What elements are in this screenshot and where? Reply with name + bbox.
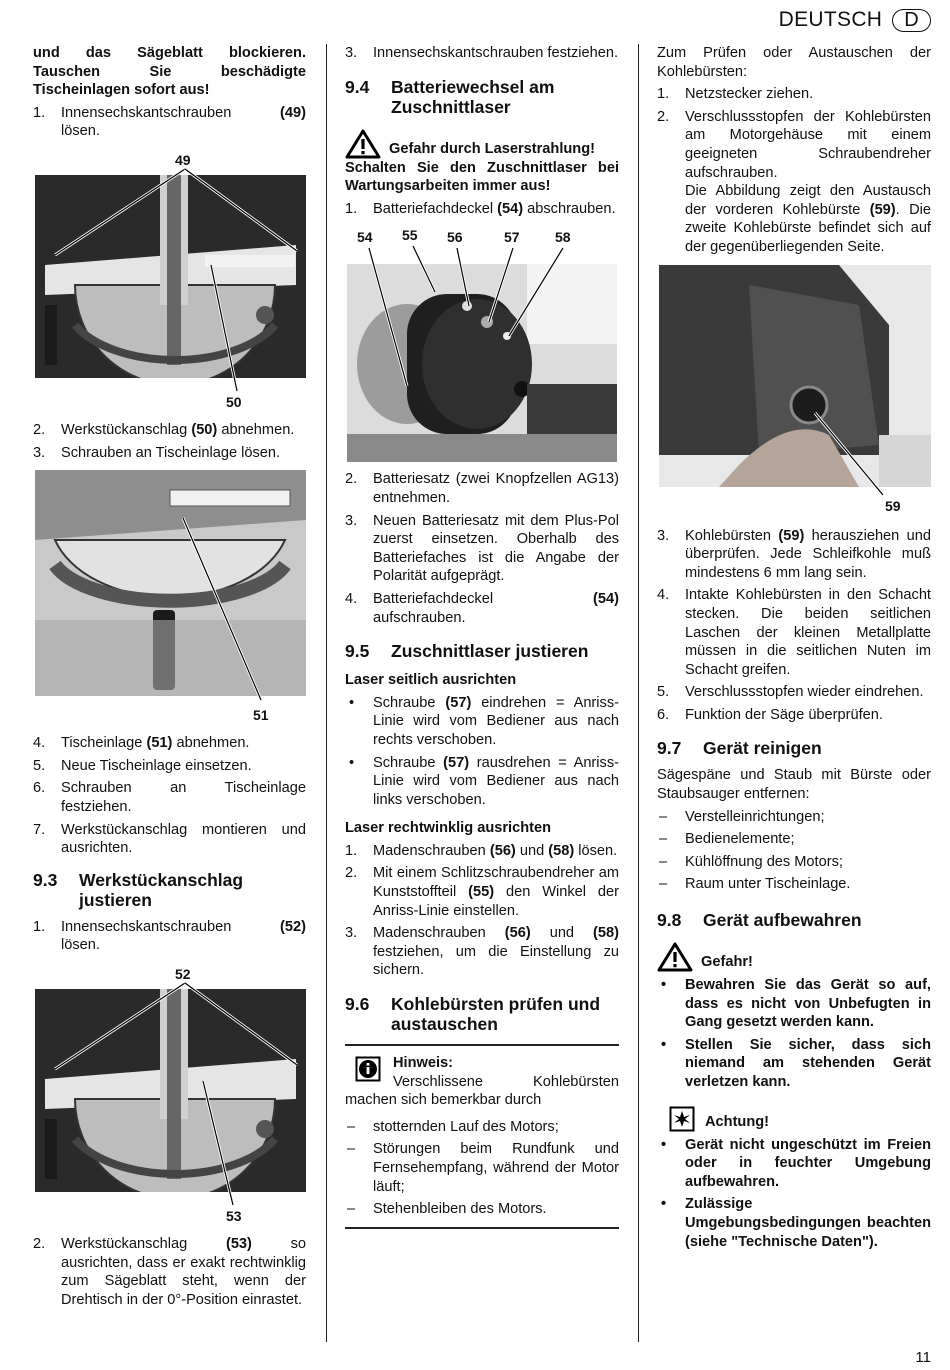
section-heading: 9.7 Gerät reinigen bbox=[657, 738, 822, 759]
list-item: 2. Batteriesatz (zwei Knopfzellen AG13) entnehmen. bbox=[345, 471, 619, 506]
figure-fence-screws bbox=[33, 961, 306, 1229]
section-heading: 9.6 Kohlebürsten prüfen und austauschen bbox=[345, 994, 601, 1035]
list-item: • Schraube (57) eindrehen = Anriss-Linie wird vom Bediener aus nach rechts verschoben. bbox=[349, 694, 619, 748]
list-item: • Zulässige Umgebungsbedingungen beachten (siehe "Technische Daten"). bbox=[661, 1196, 931, 1250]
callout-label: 58 bbox=[555, 229, 571, 246]
list-item: 1. Netzstecker ziehen. bbox=[657, 86, 814, 103]
column-1 bbox=[33, 44, 306, 1313]
intro-warning: und das Sägeblatt blockieren. Tauschen Sie beschädigte Tischeinlagen sofort aus! bbox=[33, 45, 306, 99]
callout-label: 55 bbox=[402, 227, 418, 244]
callout-label: 57 bbox=[504, 229, 520, 246]
list-item: 3. Kohlebürsten (59) herausziehen und überprüfen. Jede Schleifkohle muß mindestens 6 mm lang sein. bbox=[657, 527, 931, 581]
language-badge: D bbox=[892, 9, 931, 32]
list-item: 6. Schrauben an Tischeinlage festziehen. bbox=[33, 780, 306, 815]
list-item: 5. Neue Tischeinlage einsetzen. bbox=[33, 757, 252, 774]
callout-label: 49 bbox=[175, 151, 191, 168]
list-item: 1. Batteriefachdeckel (54) abschrauben. bbox=[345, 200, 616, 217]
list-item: 2. Mit einem Schlitzschraubendreher am Kunststoffteil (55) den Winkel der Anriss-Linie einstellen. bbox=[345, 865, 619, 919]
list-item: 1. Innensechskantschrauben (49) lösen. bbox=[33, 104, 306, 140]
figure-table-insert bbox=[33, 470, 306, 728]
callout-label: 54 bbox=[357, 229, 373, 246]
list-item: 4. Intakte Kohlebürsten in den Schacht stecken. Die beiden seitlichen Laschen der kleinen Metallplatte müssen in die seitlichen Nuten im Schacht greifen. bbox=[657, 587, 931, 678]
callout-label: 51 bbox=[253, 707, 269, 724]
list-item: 3. Schrauben an Tischeinlage lösen. bbox=[33, 444, 281, 461]
list-item: – Störungen beim Rundfunk und Fernsehempfang, während der Motor läuft; bbox=[347, 1141, 619, 1195]
figure-laser-battery bbox=[345, 226, 619, 464]
list-item: • Schraube (57) rausdrehen = Anriss-Linie wird vom Bediener aus nach links verschoben. bbox=[349, 754, 619, 808]
attention-icon bbox=[669, 1106, 695, 1132]
section-heading: 9.5 Zuschnittlaser justieren bbox=[345, 641, 589, 662]
callout-label: 59 bbox=[885, 497, 901, 514]
section-heading: 9.4 Batteriewechsel am Zuschnittlaser bbox=[345, 76, 555, 117]
subheading: Laser rechtwinklig ausrichten bbox=[345, 820, 552, 837]
subheading: Laser seitlich ausrichten bbox=[345, 672, 517, 689]
list-item: – Kühlöffnung des Motors; bbox=[659, 853, 843, 870]
danger-notice: Gefahr! bbox=[657, 942, 931, 972]
list-item: 3. Neuen Batteriesatz mit dem Plus-Pol zuerst einsetzen. Oberhalb des Batteriefaches ist die Angabe der Polarität aufgeprägt. bbox=[345, 512, 619, 585]
callout-label: 52 bbox=[175, 965, 191, 982]
language-label: DEUTSCH bbox=[778, 8, 883, 31]
list-item: 2. Werkstückanschlag (53) so ausrichten, dass er exakt rechtwinklig zum Sägeblatt steht, wenn der Drehtisch in der 0°-Position einrastet. bbox=[33, 1235, 306, 1308]
list-item: – stotternden Lauf des Motors; bbox=[347, 1118, 559, 1135]
danger-notice: Gefahr durch Laserstrahlung! Schalten Sie den Zuschnittlaser bei Wartungsarbeiten immer aus! bbox=[345, 129, 619, 196]
page-number: 11 bbox=[915, 1349, 931, 1366]
column-2 bbox=[345, 44, 619, 1237]
column-divider bbox=[326, 44, 327, 1342]
list-item: 4. Batteriefachdeckel (54) aufschrauben. bbox=[345, 590, 619, 626]
column-3 bbox=[657, 44, 931, 1255]
list-item: 1. Innensechskantschrauben (52) lösen. bbox=[33, 918, 306, 954]
paragraph: Zum Prüfen oder Austauschen der Kohlebürsten: bbox=[657, 45, 931, 80]
list-item: • Gerät nicht ungeschützt im Freien oder in feuchter Umgebung aufbewahren. bbox=[661, 1136, 931, 1190]
warning-triangle-icon bbox=[657, 942, 693, 972]
section-heading: 9.3 Werkstückanschlag justieren bbox=[33, 869, 244, 910]
section-heading: 9.8 Gerät aufbewahren bbox=[657, 910, 862, 931]
warning-triangle-icon bbox=[345, 129, 381, 159]
list-item: – Stehenbleiben des Motors. bbox=[347, 1201, 547, 1218]
paragraph: Sägespäne und Staub mit Bürste oder Staubsauger entfernen: bbox=[657, 767, 931, 803]
list-item: 1. Madenschrauben (56) und (58) lösen. bbox=[345, 842, 618, 859]
callout-label: 50 bbox=[226, 393, 242, 410]
list-item: – Raum unter Tischeinlage. bbox=[659, 876, 851, 893]
list-item: – Bedienelemente; bbox=[659, 831, 795, 848]
list-item: 2. Werkstückanschlag (50) abnehmen. bbox=[33, 421, 295, 438]
list-item: • Stellen Sie sicher, dass sich niemand am stehenden Gerät verletzen kann. bbox=[661, 1036, 931, 1090]
figure-carbon-brush bbox=[657, 265, 931, 517]
info-icon bbox=[355, 1056, 381, 1082]
column-divider bbox=[638, 44, 639, 1342]
list-item: 4. Tischeinlage (51) abnehmen. bbox=[33, 735, 250, 752]
figure-table-screws bbox=[33, 147, 306, 415]
list-item: 2. Verschlussstopfen der Kohlebürsten am Motorgehäuse mit einem geeigneten Schraubendreher aufschrauben. Die Abbildung zeigt den Austausch der vorderen Kohlebürste (59). Die zweite Kohlebürste befindet sich auf der gegenüberliegenden Seite. bbox=[657, 108, 931, 255]
callout-label: 53 bbox=[226, 1207, 242, 1224]
hint-box: Hinweis: Verschlissene Kohlebürsten machen sich bemerkbar durch – stotternden Lauf des Motors; – Störungen beim Rundfunk und Fernsehempfang, während der Motor läuft; – Stehenbleiben des Motors. bbox=[345, 1044, 619, 1229]
callout-label: 56 bbox=[447, 229, 463, 246]
list-item: – Verstelleinrichtungen; bbox=[659, 808, 825, 825]
page-header bbox=[779, 9, 931, 32]
list-item: 5. Verschlussstopfen wieder eindrehen. bbox=[657, 684, 924, 701]
list-item: 3. Madenschrauben (56) und (58) festziehen, um die Einstellung zu sichern. bbox=[345, 925, 619, 979]
attention-notice: Achtung! bbox=[657, 1106, 931, 1132]
list-item: 7. Werkstückanschlag montieren und ausrichten. bbox=[33, 821, 306, 857]
list-item: 3. Innensechskantschrauben festziehen. bbox=[345, 45, 619, 61]
list-item: 6. Funktion der Säge überprüfen. bbox=[657, 706, 883, 723]
list-item: • Bewahren Sie das Gerät so auf, dass es nicht von Unbefugten in Gang gesetzt werden kann. bbox=[661, 977, 931, 1031]
